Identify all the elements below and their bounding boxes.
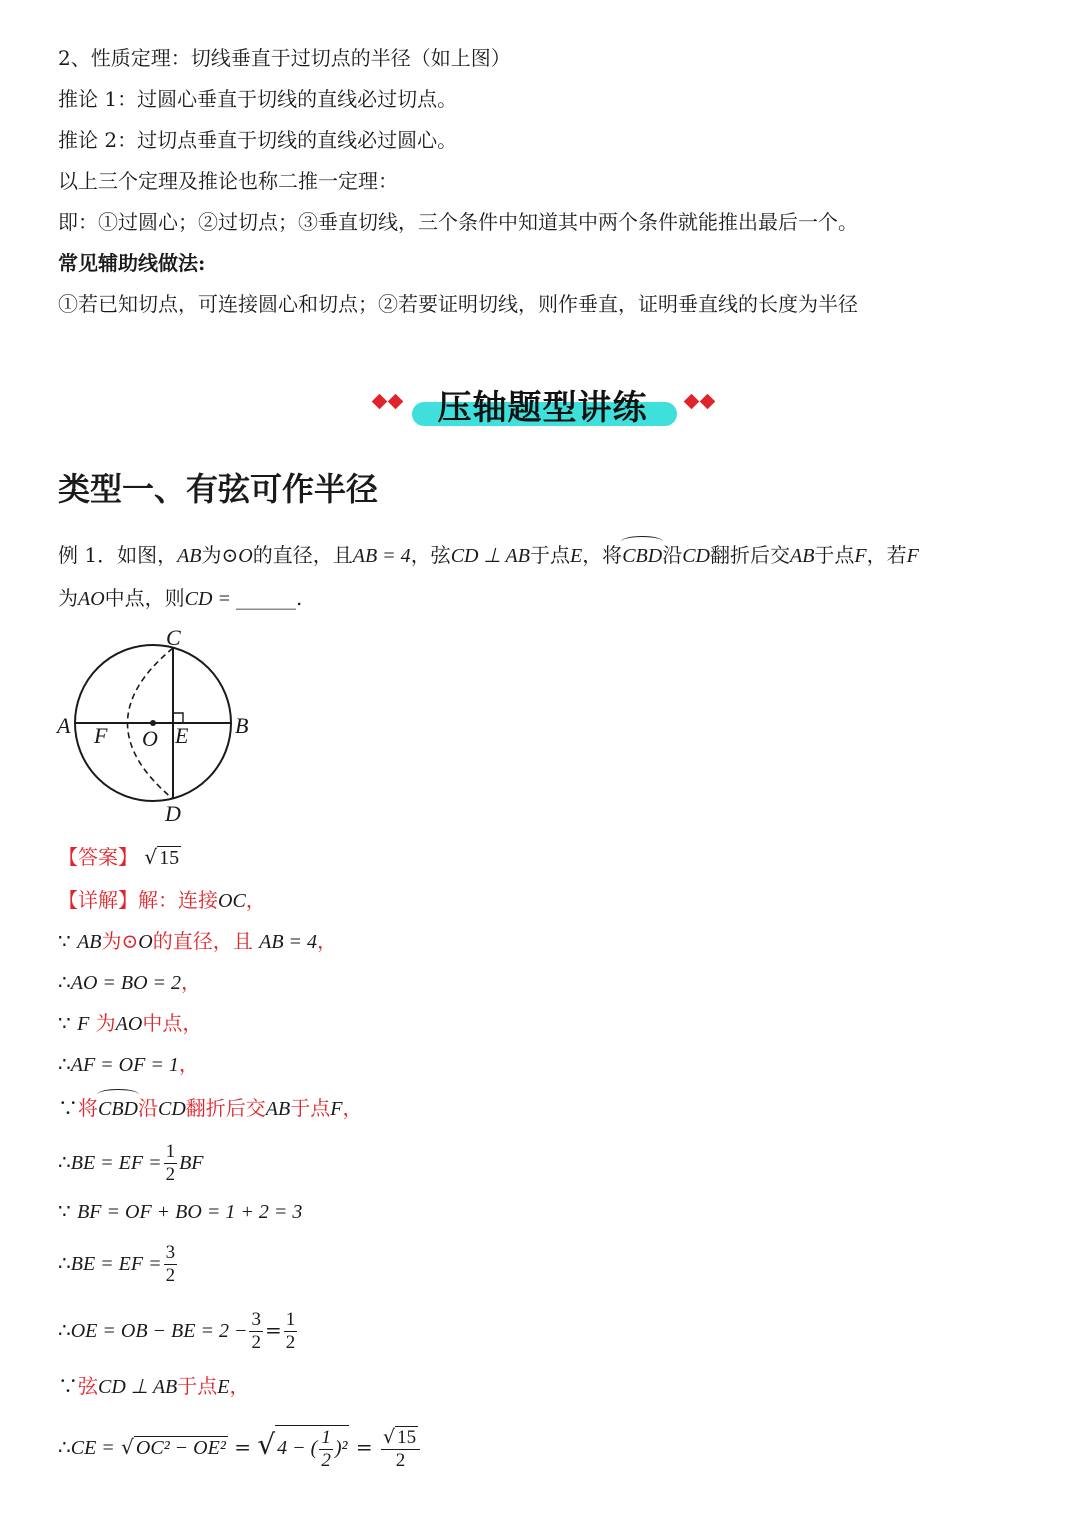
aux-line-heading: 常见辅助线做法: [58, 251, 206, 275]
summary-line: 以上三个定理及推论也称二推一定理： [58, 169, 398, 193]
solution-step-1: ∵ AB为⊙O的直径，且 AB = 4， [58, 929, 338, 953]
label-a: A [57, 713, 71, 738]
solution-step-5: ∵将CBD沿CD翻折后交AB于点F， [58, 1093, 362, 1124]
answer-line: 【答案】 √ 15 [58, 845, 180, 869]
answer-value: 15 [159, 847, 180, 869]
solution-intro: 【详解】解：连接OC， [58, 888, 266, 912]
section-heading: 类型一、有弦可作半径 [58, 470, 379, 508]
conditions-line: 即：①过圆心；②过切点；③垂直切线，三个条件中知道其中两个条件就能推出最后一个。 [58, 210, 858, 234]
example-line-2: 为AO中点，则CD = ______. [58, 586, 303, 610]
circle-figure [52, 625, 252, 830]
answer-blank: ______ [235, 586, 296, 610]
label-b: B [235, 713, 249, 738]
solution-step-4: ∴AF = OF = 1， [58, 1052, 199, 1076]
section-banner [360, 378, 725, 438]
solution-step-2: ∴AO = BO = 2， [58, 970, 202, 994]
right-angle-mark [173, 713, 183, 723]
aux-line-methods: ①若已知切点，可连接圆心和切点；②若要证明切线，则作垂直，证明垂直线的长度为半径 [58, 292, 858, 316]
solution-step-6: ∴BE = EF = $\frac{1}{2}$ BF [58, 1141, 204, 1185]
corollary-1-line: 推论 1：过圆心垂直于切线的直线必过切点。 [58, 87, 458, 111]
example-line-1: 例 1．如图，AB为⊙O的直径，且AB = 4，弦CD ⊥ AB于点E，将CBD沿CD翻折后交AB于点F，若F [58, 540, 919, 571]
label-e: E [175, 723, 189, 748]
theorem-line: 2、性质定理：切线垂直于过切点的半径（如上图） [58, 46, 511, 70]
solution-step-9: ∴OE = OB − BE = 2 − $\frac{3}{2}$ = $\frac{1}{2}$ [58, 1309, 296, 1353]
solution-step-11: ∴CE = √ OC² − OE² = √ 4 − ( $\frac{1}{2}$ )² = $\frac{√ 15}{2}$ [58, 1420, 422, 1473]
solution-step-7: ∵ BF = OF + BO = 1 + 2 = 3 [58, 1199, 303, 1223]
solution-step-3: ∵ F 为AO中点， [58, 1011, 203, 1035]
label-c: C [166, 625, 181, 650]
label-f: F [94, 723, 108, 748]
label-o: O [142, 726, 158, 751]
label-d: D [165, 801, 181, 826]
solution-step-8: ∴BE = EF = $\frac{3}{2}$ [58, 1242, 176, 1286]
solution-step-10: ∵弦CD ⊥ AB于点E， [58, 1374, 250, 1398]
corollary-2-line: 推论 2：过切点垂直于切线的直线必过圆心。 [58, 128, 458, 152]
answer-tag: 【答案】 [58, 845, 138, 869]
banner-title: 压轴题型讲练 [437, 388, 648, 428]
